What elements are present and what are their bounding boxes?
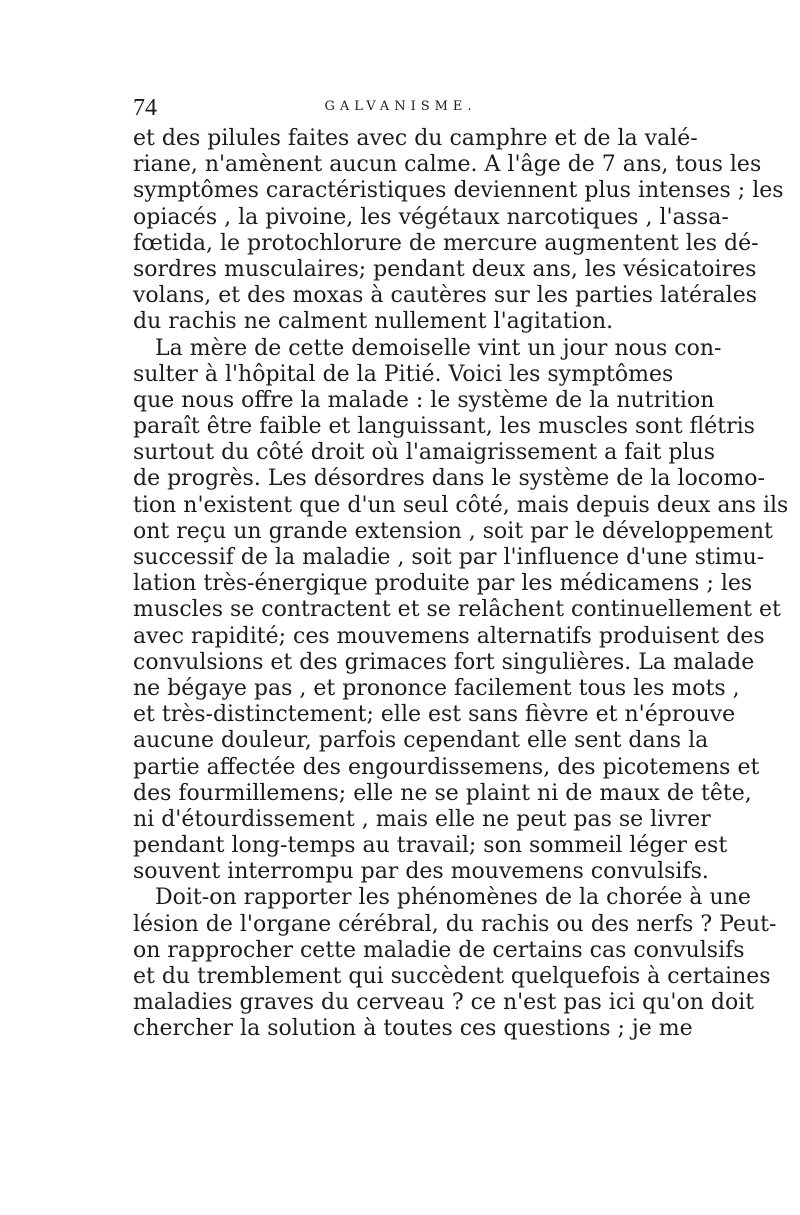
text-line: du rachis ne calment nullement l'agitation.: [133, 309, 614, 335]
text-line: on rapprocher cette maladie de certains cas convulsifs: [133, 937, 745, 963]
text-line: Doit-on rapporter les phénomènes de la chorée à une: [155, 885, 751, 911]
text-line: aucune douleur, parfois cependant elle sent dans la: [133, 728, 709, 754]
text-line: ont reçu un grande extension , soit par le développement: [133, 518, 773, 544]
text-line: que nous offre la malade : le système de la nutrition: [133, 387, 715, 413]
text-line: sordres musculaires; pendant deux ans, les vésicatoires: [133, 256, 757, 282]
page-number: 74: [133, 95, 157, 121]
text-line: et du tremblement qui succèdent quelquefois à certaines: [133, 964, 771, 989]
text-line: opiacés , la pivoine, les végétaux narcotiques , l'assa-: [133, 204, 729, 230]
running-head: GALVANISME.: [324, 99, 477, 114]
text-line: maladies graves du cerveau ? ce n'est pas ici qu'on doit: [133, 990, 755, 1016]
text-line: volans, et des moxas à cautères sur les parties latérales: [133, 283, 758, 309]
text-line: avec rapidité; ces mouvemens alternatifs produisent des: [133, 623, 765, 649]
text-line: partie affectée des engourdissemens, des picotemens et: [133, 754, 760, 780]
text-line: et des pilules faites avec du camphre et de la valé-: [133, 126, 698, 151]
text-line: ne bégaye pas , et prononce facilement tous les mots ,: [133, 675, 740, 701]
text-line: muscles se contractent et se relâchent continuellement et: [133, 597, 781, 623]
text-line: paraît être faible et languissant, les muscles sont flétris: [133, 414, 755, 440]
text-line: ni d'étourdissement , mais elle ne peut pas se livrer: [133, 806, 711, 832]
text-line: souvent interrompu par des mouvemens convulsifs.: [133, 859, 709, 885]
paragraph-3: [133, 885, 777, 1042]
text-line: lésion de l'organe cérébral, du rachis ou des nerfs ? Peut-: [133, 911, 777, 937]
text-line: convulsions et des grimaces fort singulières. La malade: [133, 649, 755, 675]
text-line: pendant long-temps au travail; son sommeil léger est: [133, 833, 728, 859]
text-line: riane, n'amènent aucun calme. A l'âge de 7 ans, tous les: [133, 152, 762, 178]
text-line: chercher la solution à toutes ces questions ; je me: [133, 1016, 693, 1042]
text-line: fœtida, le protochlorure de mercure augmentent les dé-: [133, 230, 759, 256]
text-line: successif de la maladie , soit par l'influence d'une stimu-: [133, 545, 765, 570]
paragraph-2: [133, 335, 789, 886]
text-line: et très-distinctement; elle est sans fièvre et n'éprouve: [133, 702, 736, 728]
text-line: La mère de cette demoiselle vint un jour nous con-: [155, 335, 722, 361]
text-line: surtout du côté droit où l'amaigrissement a fait plus: [133, 440, 716, 466]
text-line: des fourmillemens; elle ne se plaint ni de maux de tête,: [133, 780, 752, 806]
paragraph-1: [133, 126, 784, 336]
text-line: tion n'existent que d'un seul côté, mais depuis deux ans ils: [133, 492, 789, 518]
text-line: lation très-énergique produite par les médicamens ; les: [133, 571, 753, 597]
text-line: sulter à l'hôpital de la Pitié. Voici les symptômes: [133, 361, 674, 387]
text-line: symptômes caractéristiques deviennent plus intenses ; les: [133, 178, 784, 204]
text-line: de progrès. Les désordres dans le système de la locomo-: [133, 466, 765, 492]
page-header: [133, 94, 668, 122]
body-text: [133, 126, 789, 1043]
